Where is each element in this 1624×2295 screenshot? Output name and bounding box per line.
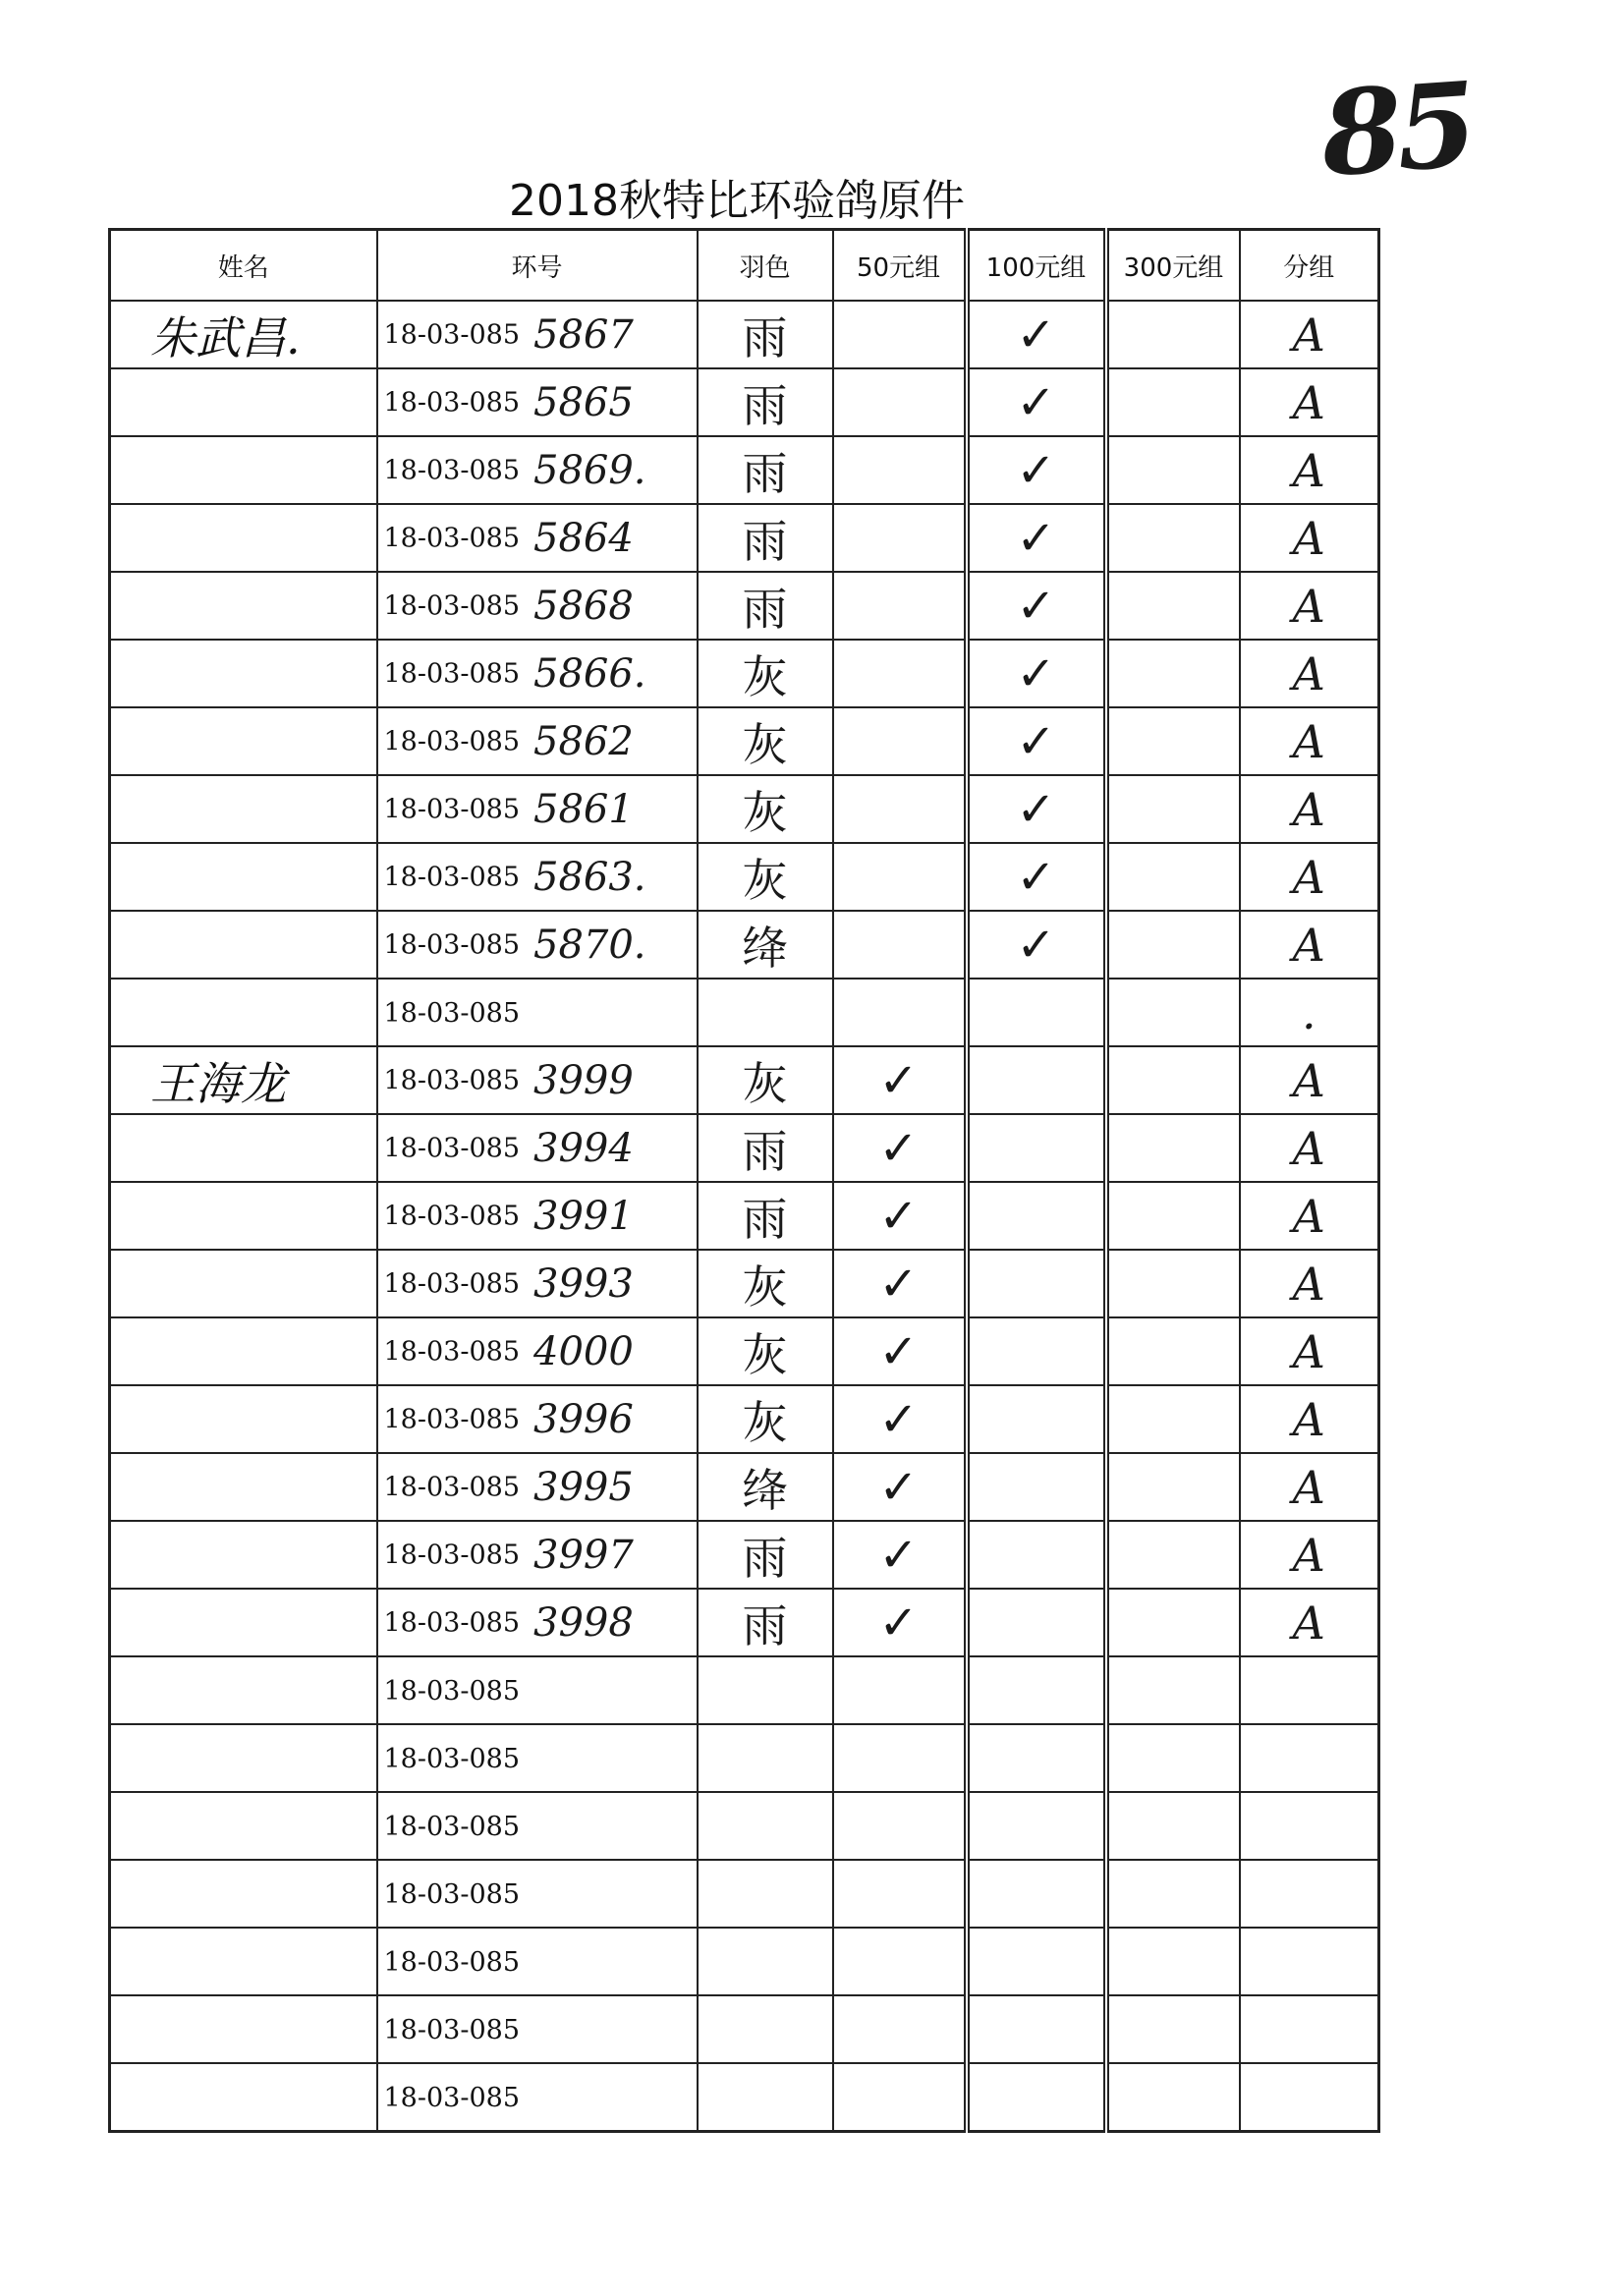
table-row xyxy=(110,1656,1379,1724)
group-mark xyxy=(1240,1724,1379,1792)
owner-name xyxy=(110,1860,377,1928)
table-row xyxy=(110,707,1379,775)
table-row xyxy=(110,301,1379,368)
g100-check xyxy=(967,1589,1106,1656)
ring-handwritten: 3991 xyxy=(533,1193,634,1239)
g300-check xyxy=(1106,1250,1240,1317)
ring-prefix: 18-03-085 xyxy=(383,387,520,418)
owner-name xyxy=(110,1995,377,2063)
g100-check xyxy=(967,1046,1106,1114)
owner-name xyxy=(110,1589,377,1656)
g50-check: ✓ xyxy=(833,1182,967,1250)
g300-check xyxy=(1106,1792,1240,1860)
feather-color: 灰 xyxy=(698,1250,833,1317)
ring-handwritten: 3997 xyxy=(533,1532,634,1578)
g50-check xyxy=(833,911,967,979)
ring-number xyxy=(377,1385,698,1453)
g50-check xyxy=(833,572,967,640)
feather-color: 雨 xyxy=(698,436,833,504)
feather-color: 灰 xyxy=(698,640,833,707)
ring-number xyxy=(377,1046,698,1114)
table-row xyxy=(110,436,1379,504)
ring-handwritten: 3999 xyxy=(533,1057,634,1103)
g300-check xyxy=(1106,1182,1240,1250)
ring-number xyxy=(377,436,698,504)
g100-check: ✓ xyxy=(967,775,1106,843)
g100-check: ✓ xyxy=(967,843,1106,911)
feather-color: 灰 xyxy=(698,707,833,775)
group-mark: A xyxy=(1240,640,1379,707)
g300-check xyxy=(1106,1928,1240,1995)
g100-check: ✓ xyxy=(967,504,1106,572)
feather-color: 灰 xyxy=(698,843,833,911)
feather-color: 雨 xyxy=(698,1114,833,1182)
ring-handwritten: 5863. xyxy=(533,854,646,900)
group-mark: . xyxy=(1240,979,1379,1046)
feather-color: 灰 xyxy=(698,775,833,843)
ring-number xyxy=(377,301,698,368)
ring-number xyxy=(377,1860,698,1928)
g100-check: ✓ xyxy=(967,640,1106,707)
group-mark: A xyxy=(1240,301,1379,368)
ring-prefix: 18-03-085 xyxy=(383,1336,520,1367)
ring-handwritten: 5870. xyxy=(533,922,646,968)
group-mark xyxy=(1240,2063,1379,2132)
ring-prefix: 18-03-085 xyxy=(383,1743,520,1774)
g300-check xyxy=(1106,1724,1240,1792)
table-row xyxy=(110,911,1379,979)
g300-check xyxy=(1106,1453,1240,1521)
feather-color: 灰 xyxy=(698,1046,833,1114)
ring-number xyxy=(377,1724,698,1792)
header-color: 羽色 xyxy=(698,230,833,302)
feather-color: 绛 xyxy=(698,911,833,979)
ring-prefix: 18-03-085 xyxy=(383,2014,520,2045)
feather-color: 雨 xyxy=(698,504,833,572)
ring-number xyxy=(377,1792,698,1860)
feather-color xyxy=(698,1656,833,1724)
ring-prefix: 18-03-085 xyxy=(383,1133,520,1163)
table-row xyxy=(110,1182,1379,1250)
feather-color: 雨 xyxy=(698,368,833,436)
g300-check xyxy=(1106,911,1240,979)
g300-check xyxy=(1106,1046,1240,1114)
g100-check xyxy=(967,1860,1106,1928)
ring-prefix: 18-03-085 xyxy=(383,794,520,824)
ring-prefix: 18-03-085 xyxy=(383,862,520,892)
table-row xyxy=(110,1792,1379,1860)
header-row xyxy=(110,230,1379,302)
owner-name xyxy=(110,640,377,707)
g100-check xyxy=(967,1114,1106,1182)
g300-check xyxy=(1106,301,1240,368)
table-row xyxy=(110,1250,1379,1317)
ring-number xyxy=(377,504,698,572)
header-g100: 100元组 xyxy=(967,230,1106,302)
g300-check xyxy=(1106,1589,1240,1656)
owner-name xyxy=(110,504,377,572)
g50-check xyxy=(833,843,967,911)
page-title: 2018秋特比环验鸽原件 xyxy=(509,176,965,226)
ring-handwritten: 3994 xyxy=(533,1125,634,1171)
ring-prefix: 18-03-085 xyxy=(383,319,520,350)
feather-color xyxy=(698,1724,833,1792)
header-name: 姓名 xyxy=(110,230,377,302)
group-mark: A xyxy=(1240,1453,1379,1521)
owner-name: 朱武昌. xyxy=(110,301,377,368)
ring-number xyxy=(377,572,698,640)
g100-check xyxy=(967,1385,1106,1453)
group-mark: A xyxy=(1240,843,1379,911)
owner-name xyxy=(110,911,377,979)
ring-number xyxy=(377,1182,698,1250)
ring-handwritten: 5861 xyxy=(533,786,634,832)
g100-check: ✓ xyxy=(967,301,1106,368)
ring-number xyxy=(377,1589,698,1656)
g300-check xyxy=(1106,2063,1240,2132)
group-mark xyxy=(1240,1860,1379,1928)
ring-number xyxy=(377,707,698,775)
g50-check xyxy=(833,775,967,843)
g100-check xyxy=(967,1724,1106,1792)
g300-check xyxy=(1106,1860,1240,1928)
group-mark: A xyxy=(1240,1521,1379,1589)
owner-name xyxy=(110,707,377,775)
header-group: 分组 xyxy=(1240,230,1379,302)
ring-prefix: 18-03-085 xyxy=(383,658,520,689)
table-row xyxy=(110,1589,1379,1656)
feather-color xyxy=(698,1860,833,1928)
g50-check: ✓ xyxy=(833,1046,967,1114)
ring-number xyxy=(377,775,698,843)
g50-check xyxy=(833,504,967,572)
feather-color xyxy=(698,1995,833,2063)
ring-prefix: 18-03-085 xyxy=(383,929,520,960)
g50-check: ✓ xyxy=(833,1589,967,1656)
owner-name xyxy=(110,436,377,504)
owner-name xyxy=(110,979,377,1046)
ring-prefix: 18-03-085 xyxy=(383,455,520,485)
ring-prefix: 18-03-085 xyxy=(383,726,520,756)
g300-check xyxy=(1106,640,1240,707)
g300-check xyxy=(1106,843,1240,911)
g100-check xyxy=(967,1995,1106,2063)
table-row xyxy=(110,775,1379,843)
ring-number xyxy=(377,1521,698,1589)
ring-prefix: 18-03-085 xyxy=(383,523,520,553)
ring-number xyxy=(377,1453,698,1521)
ring-prefix: 18-03-085 xyxy=(383,1607,520,1638)
owner-name xyxy=(110,843,377,911)
feather-color: 灰 xyxy=(698,1317,833,1385)
ring-prefix: 18-03-085 xyxy=(383,1539,520,1570)
owner-name xyxy=(110,1385,377,1453)
table-row xyxy=(110,1860,1379,1928)
ring-handwritten: 5865 xyxy=(533,379,634,425)
g300-check xyxy=(1106,436,1240,504)
g100-check xyxy=(967,1250,1106,1317)
ring-handwritten: 4000 xyxy=(533,1328,634,1374)
ring-prefix: 18-03-085 xyxy=(383,997,520,1029)
ring-prefix: 18-03-085 xyxy=(383,590,520,621)
group-mark: A xyxy=(1240,572,1379,640)
g300-check xyxy=(1106,1317,1240,1385)
owner-name xyxy=(110,1521,377,1589)
ring-number xyxy=(377,1317,698,1385)
owner-name xyxy=(110,2063,377,2132)
table-row xyxy=(110,843,1379,911)
g100-check xyxy=(967,1928,1106,1995)
feather-color xyxy=(698,2063,833,2132)
g50-check xyxy=(833,1656,967,1724)
header-g50: 50元组 xyxy=(833,230,967,302)
g100-check xyxy=(967,979,1106,1046)
group-mark: A xyxy=(1240,911,1379,979)
feather-color: 灰 xyxy=(698,1385,833,1453)
ring-number xyxy=(377,911,698,979)
g100-check: ✓ xyxy=(967,911,1106,979)
g50-check xyxy=(833,436,967,504)
table-row xyxy=(110,1385,1379,1453)
table-row xyxy=(110,1995,1379,2063)
owner-name xyxy=(110,1453,377,1521)
g50-check: ✓ xyxy=(833,1521,967,1589)
g50-check xyxy=(833,707,967,775)
pigeon-registration-table xyxy=(108,228,1380,2133)
g50-check xyxy=(833,1995,967,2063)
g50-check xyxy=(833,1928,967,1995)
owner-name xyxy=(110,1656,377,1724)
g50-check xyxy=(833,301,967,368)
ring-handwritten: 5868 xyxy=(533,583,634,629)
ring-prefix: 18-03-085 xyxy=(383,1065,520,1095)
ring-handwritten: 5866. xyxy=(533,650,646,697)
table-row xyxy=(110,1724,1379,1792)
owner-name xyxy=(110,1250,377,1317)
ring-prefix: 18-03-085 xyxy=(383,1811,520,1842)
g50-check: ✓ xyxy=(833,1114,967,1182)
g300-check xyxy=(1106,1385,1240,1453)
ring-number xyxy=(377,1656,698,1724)
ring-handwritten: 3996 xyxy=(533,1396,634,1442)
g50-check: ✓ xyxy=(833,1453,967,1521)
group-mark: A xyxy=(1240,1182,1379,1250)
group-mark: A xyxy=(1240,1114,1379,1182)
feather-color: 雨 xyxy=(698,1521,833,1589)
ring-prefix: 18-03-085 xyxy=(383,1404,520,1434)
group-mark: A xyxy=(1240,504,1379,572)
g50-check xyxy=(833,979,967,1046)
g50-check: ✓ xyxy=(833,1317,967,1385)
group-mark: A xyxy=(1240,1250,1379,1317)
ring-number xyxy=(377,2063,698,2132)
ring-number xyxy=(377,640,698,707)
g50-check xyxy=(833,1860,967,1928)
group-mark: A xyxy=(1240,707,1379,775)
ring-number xyxy=(377,368,698,436)
ring-handwritten: 5864 xyxy=(533,515,634,561)
owner-name xyxy=(110,1928,377,1995)
feather-color: 雨 xyxy=(698,1182,833,1250)
feather-color xyxy=(698,1792,833,1860)
table-row xyxy=(110,368,1379,436)
group-mark: A xyxy=(1240,775,1379,843)
ring-prefix: 18-03-085 xyxy=(383,1472,520,1502)
g100-check: ✓ xyxy=(967,572,1106,640)
owner-name: 王海龙 xyxy=(110,1046,377,1114)
g300-check xyxy=(1106,504,1240,572)
g50-check xyxy=(833,368,967,436)
feather-color xyxy=(698,979,833,1046)
feather-color: 雨 xyxy=(698,301,833,368)
ring-prefix: 18-03-085 xyxy=(383,1675,520,1707)
g50-check: ✓ xyxy=(833,1385,967,1453)
owner-name xyxy=(110,1792,377,1860)
table-row xyxy=(110,2063,1379,2132)
group-mark: A xyxy=(1240,436,1379,504)
group-mark: A xyxy=(1240,1046,1379,1114)
table-row xyxy=(110,1046,1379,1114)
ring-handwritten: 3995 xyxy=(533,1464,634,1510)
table-row xyxy=(110,1521,1379,1589)
table-row xyxy=(110,640,1379,707)
g300-check xyxy=(1106,1521,1240,1589)
group-mark: A xyxy=(1240,368,1379,436)
table-row xyxy=(110,1317,1379,1385)
g100-check xyxy=(967,1453,1106,1521)
g300-check xyxy=(1106,572,1240,640)
owner-name xyxy=(110,368,377,436)
feather-color: 雨 xyxy=(698,1589,833,1656)
owner-name xyxy=(110,1182,377,1250)
header-g300: 300元组 xyxy=(1106,230,1240,302)
owner-name xyxy=(110,1114,377,1182)
group-mark: A xyxy=(1240,1589,1379,1656)
owner-name xyxy=(110,1317,377,1385)
ring-number xyxy=(377,843,698,911)
group-mark: A xyxy=(1240,1317,1379,1385)
ring-prefix: 18-03-085 xyxy=(383,1201,520,1231)
ring-handwritten: 3998 xyxy=(533,1599,634,1646)
feather-color: 绛 xyxy=(698,1453,833,1521)
g50-check: ✓ xyxy=(833,1250,967,1317)
table-row xyxy=(110,1928,1379,1995)
table-row xyxy=(110,1114,1379,1182)
feather-color: 雨 xyxy=(698,572,833,640)
feather-color xyxy=(698,1928,833,1995)
g50-check xyxy=(833,1792,967,1860)
ring-number xyxy=(377,1995,698,2063)
g300-check xyxy=(1106,368,1240,436)
g300-check xyxy=(1106,979,1240,1046)
g100-check xyxy=(967,2063,1106,2132)
g100-check xyxy=(967,1317,1106,1385)
table-row xyxy=(110,979,1379,1046)
table-row xyxy=(110,504,1379,572)
owner-name xyxy=(110,775,377,843)
table-row xyxy=(110,1453,1379,1521)
ring-prefix: 18-03-085 xyxy=(383,1946,520,1978)
ring-handwritten: 5867 xyxy=(533,311,634,358)
group-mark xyxy=(1240,1995,1379,2063)
g50-check xyxy=(833,640,967,707)
ring-number xyxy=(377,979,698,1046)
g100-check xyxy=(967,1182,1106,1250)
g100-check: ✓ xyxy=(967,368,1106,436)
g300-check xyxy=(1106,1114,1240,1182)
owner-name xyxy=(110,1724,377,1792)
ring-handwritten: 5862 xyxy=(533,718,634,764)
g50-check xyxy=(833,1724,967,1792)
group-mark xyxy=(1240,1928,1379,1995)
g300-check xyxy=(1106,1995,1240,2063)
g100-check xyxy=(967,1792,1106,1860)
g100-check xyxy=(967,1656,1106,1724)
ring-prefix: 18-03-085 xyxy=(383,1878,520,1910)
ring-number xyxy=(377,1928,698,1995)
header-ring: 环号 xyxy=(377,230,698,302)
table-row xyxy=(110,572,1379,640)
ring-number xyxy=(377,1114,698,1182)
g100-check: ✓ xyxy=(967,707,1106,775)
group-mark xyxy=(1240,1792,1379,1860)
g300-check xyxy=(1106,1656,1240,1724)
ring-prefix: 18-03-085 xyxy=(383,1268,520,1299)
ring-number xyxy=(377,1250,698,1317)
owner-name xyxy=(110,572,377,640)
g100-check: ✓ xyxy=(967,436,1106,504)
group-mark: A xyxy=(1240,1385,1379,1453)
ring-prefix: 18-03-085 xyxy=(383,2082,520,2113)
g300-check xyxy=(1106,775,1240,843)
g300-check xyxy=(1106,707,1240,775)
page-number: 85 xyxy=(1316,55,1476,203)
ring-handwritten: 5869. xyxy=(533,447,646,493)
g100-check xyxy=(967,1521,1106,1589)
group-mark xyxy=(1240,1656,1379,1724)
g50-check xyxy=(833,2063,967,2132)
ring-handwritten: 3993 xyxy=(533,1260,634,1307)
